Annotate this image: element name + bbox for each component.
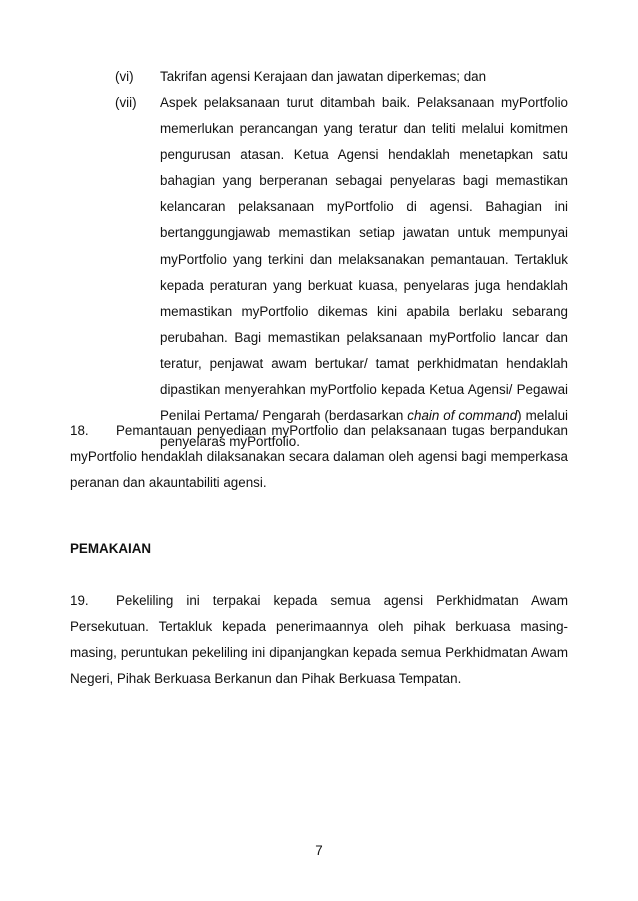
paragraph-number: 18. (70, 423, 89, 438)
paragraph-text: Pemantauan penyediaan myPortfolio dan pelaksanaan tugas berpandukan myPortfolio hendaklah dilaksanakan secara dalaman oleh agensi bagi memperkasa peranan dan akauntabiliti agensi. (70, 423, 568, 490)
list-item-text-end: ) melalui penyelaras myPortfolio. (160, 408, 568, 450)
list-item-text (160, 90, 568, 455)
list-item-text-start: Aspek pelaksanaan turut ditambah baik. Pelaksanaan myPortfolio memerlukan perancangan yang teratur dan teliti melalui komitmen pengurusan atasan. Ketua Agensi hendaklah menetapkan satu bahagian yang berperanan sebagai penyelaras bagi memastikan kelancaran pelaksanaan myPortfolio di agensi. Bahagian ini bertanggungjawab memastikan setiap jawatan untuk mempunyai myPortfolio yang terkini dan melaksanakan pemantauan. Tertakluk kepada peraturan yang berkuat kuasa, penyelaras juga hendaklah memastikan myPortfolio dikemas kini apabila berlaku sebarang perubahan. Bagi memastikan pelaksanaan myPortfolio lancar dan teratur, penjawat awam bertukar/ tamat perkhidmatan hendaklah dipastikan menyerahkan myPortfolio kepada Ketua Agensi/ Pegawai Penilai Pertama/ Pengarah (berdasarkan (160, 95, 568, 424)
paragraph-18 (70, 418, 568, 496)
paragraph-text: Pekeliling ini terpakai kepada semua agensi Perkhidmatan Awam Persekutuan. Tertakluk kepada penerimaannya oleh pihak berkuasa masing-masing, peruntukan pekeliling ini dipanjangkan kepada semua Perkhidmatan Awam Negeri, Pihak Berkuasa Berkanun dan Pihak Berkuasa Tempatan. (70, 593, 568, 686)
section-heading: PEMAKAIAN (70, 541, 152, 556)
list-item-text: Takrifan agensi Kerajaan dan jawatan diperkemas; dan (160, 69, 487, 84)
italic-term: chain of command (407, 408, 518, 424)
paragraph-number: 19. (70, 593, 89, 608)
list-item-number: (vii) (115, 95, 137, 110)
page-number: 7 (315, 843, 323, 858)
list-item-number: (vi) (115, 69, 134, 84)
paragraph-19 (70, 588, 568, 692)
